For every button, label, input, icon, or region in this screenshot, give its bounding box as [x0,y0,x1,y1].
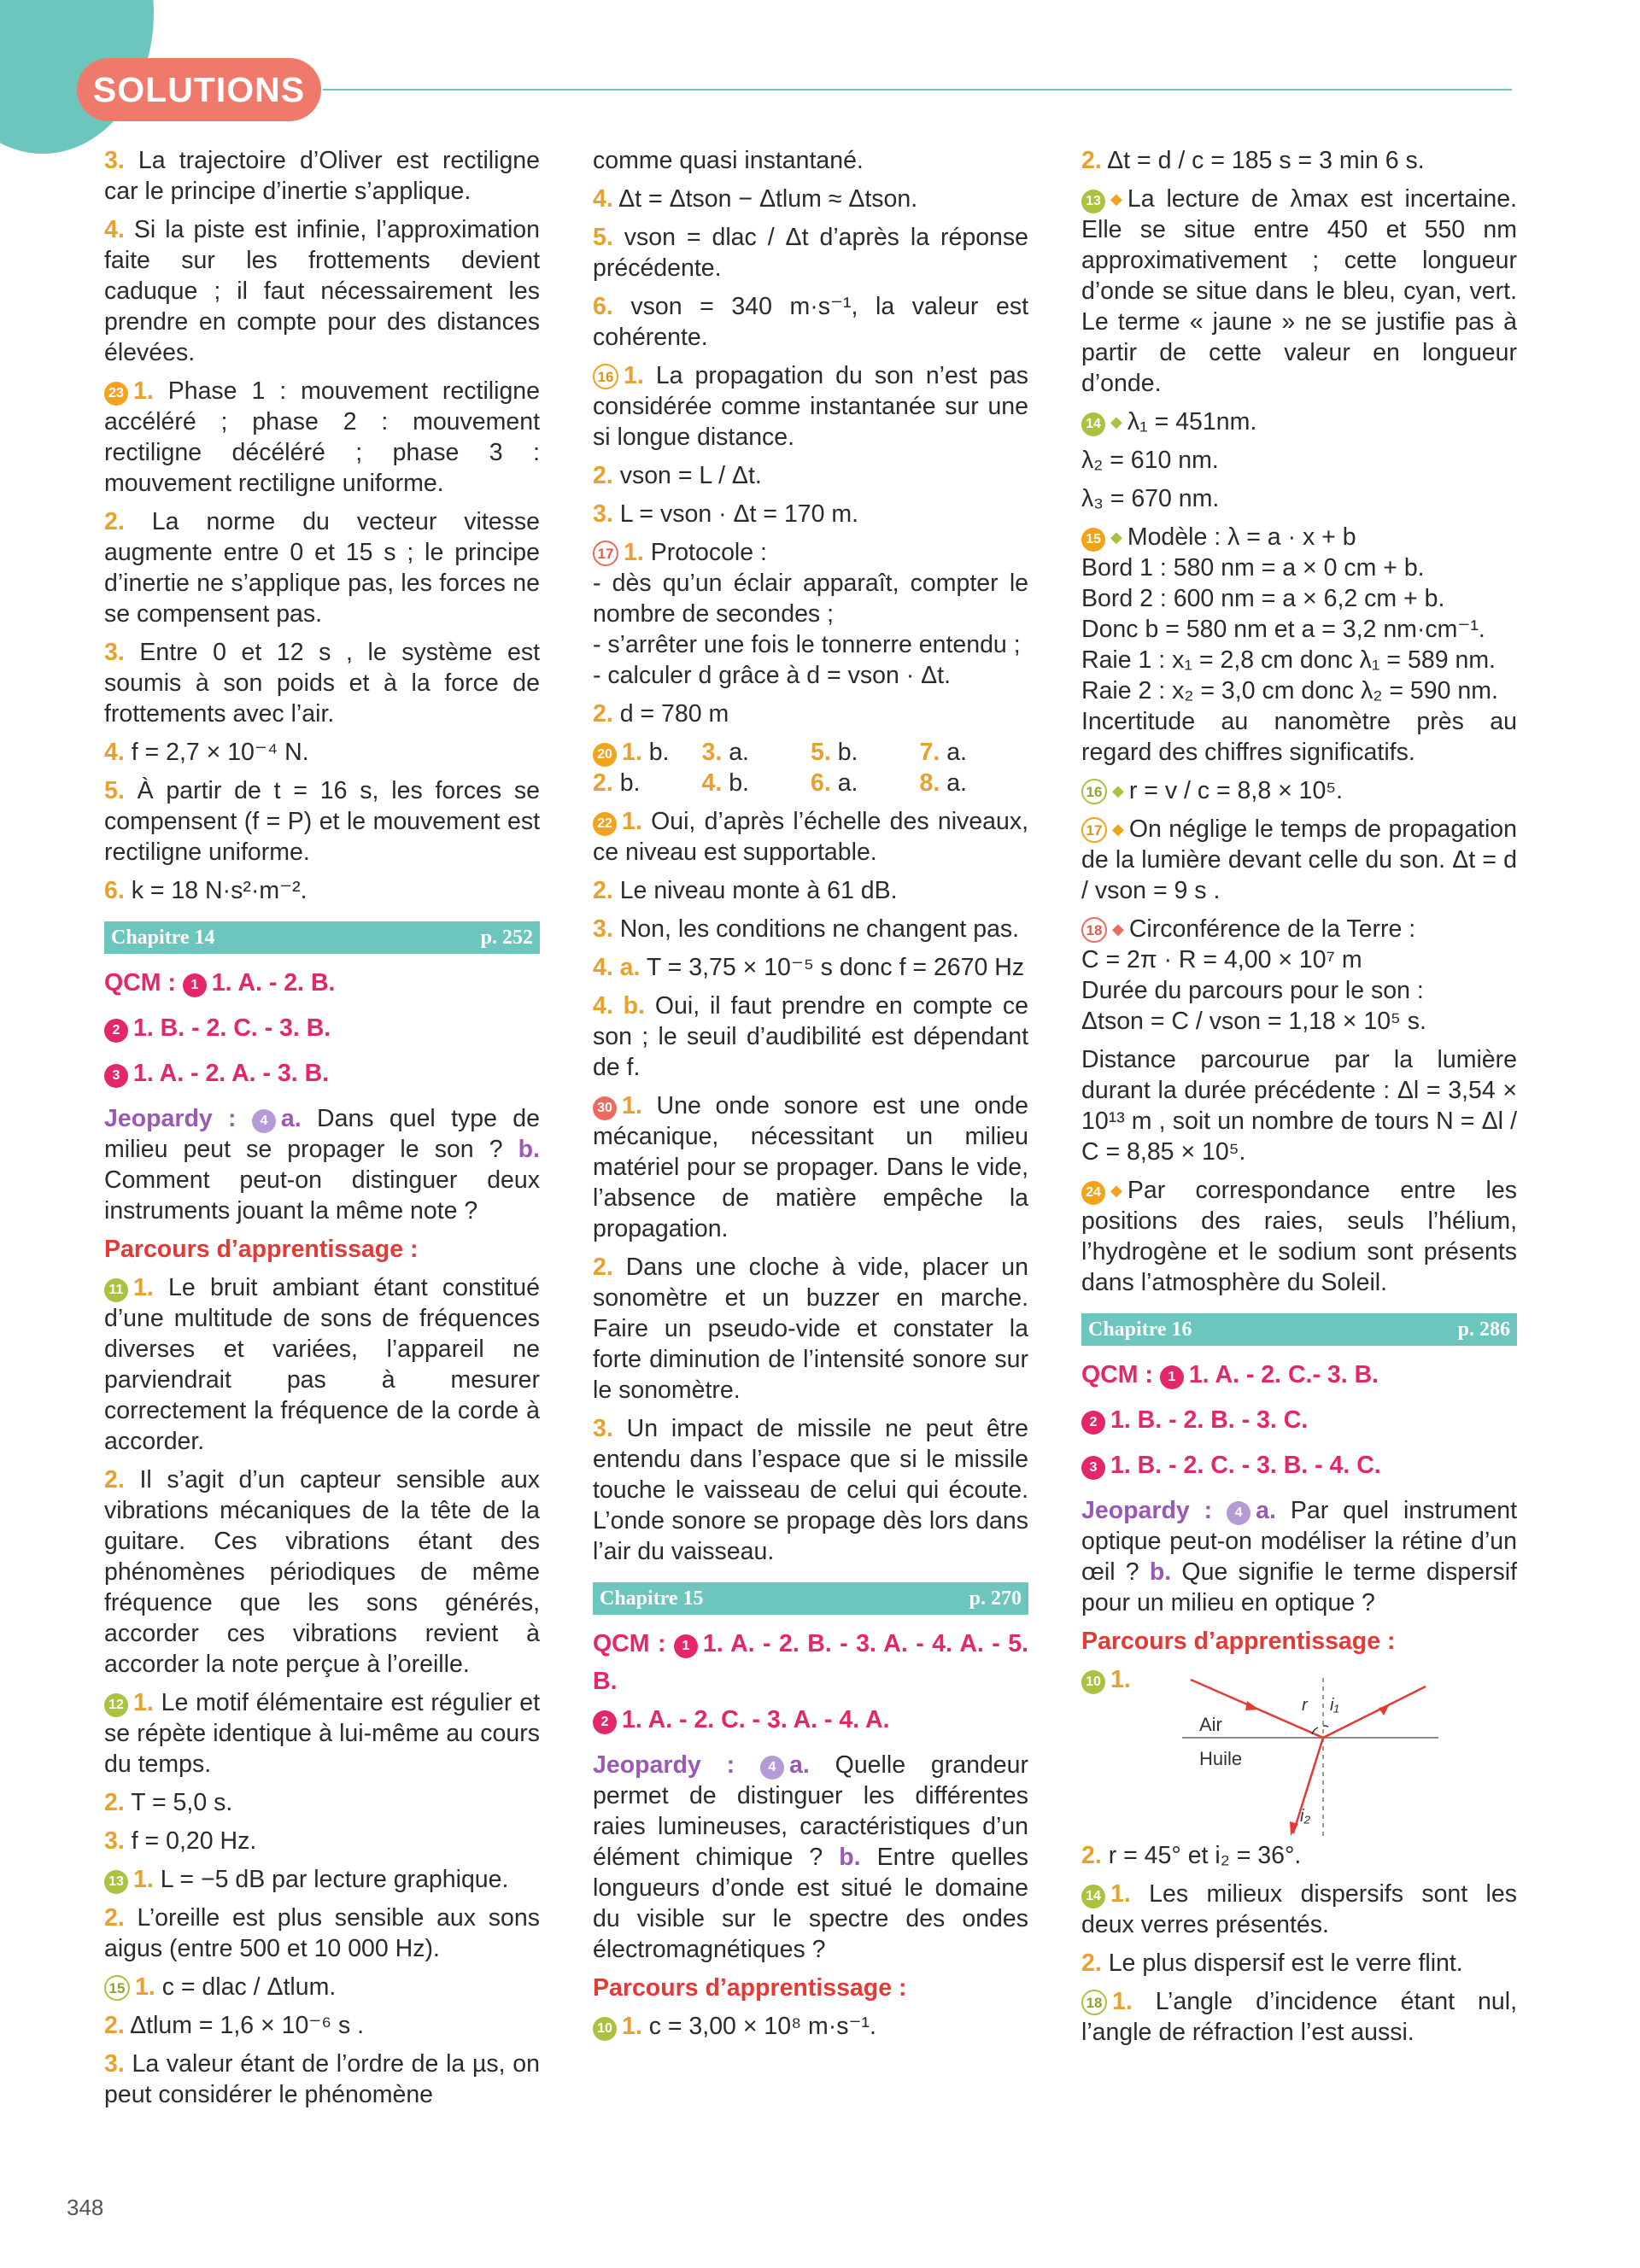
qcm-line: QCM : 1 1. A. - 2. B. [104,969,336,997]
exercise-badge: 30 [593,1096,617,1120]
i1-label: i₁ [1329,1696,1339,1715]
column-3 [1081,145,1517,2055]
answer: Raie 1 : x₁ = 2,8 cm donc λ₁ = 589 nm. [1081,646,1496,674]
answer: 17 1. Protocole : [593,537,1028,568]
answer: 2. Le niveau monte à 61 dB. [593,877,898,904]
diamond-icon: ◆ [1112,921,1124,938]
answer: 23 1. Phase 1 : mouvement rectiligne accéléré ; phase 2 : mouvement rectiligne décéléré ; phase 3 : mouvement rectiligne uniforme. [104,377,540,497]
exercise-badge: 13 [104,1870,128,1894]
answer: Durée du parcours pour le son : [1081,977,1424,1004]
exercise-badge: 20 [593,743,617,767]
exercise-badge: 18 [1081,1990,1107,2015]
answer: 4. f = 2,7 × 10⁻⁴ N. [104,739,309,766]
answer: λ₂ = 610 nm. [1081,447,1219,474]
answer: 2. d = 780 m [593,700,729,728]
answer: 3. Un impact de missile ne peut être entendu dans l’espace que si le missile touche le vaisseau de celui qui écoute. L’onde sonore se propage dès lors dans l’air du vaisseau. [593,1415,1028,1565]
exercise-badge: 13 [1081,190,1105,213]
qcm-badge: 2 [1081,1411,1105,1435]
jeopardy: Jeopardy : 4 a. Dans quel type de milieu peut se propager le son ? b. Comment peut-on distinguer deux instruments jouant la même note ? [104,1105,540,1225]
column-1 [104,145,540,2118]
answer: Distance parcourue par la lumière durant la durée précédente : Δl = 3,54 × 10¹³ m , soit un nombre de tours N = Δl / C = 8,85 × 10⁵. [1081,1046,1517,1166]
diamond-icon: ◆ [1110,1182,1122,1199]
reflected-arrow [1379,1705,1389,1716]
diamond-icon: ◆ [1110,413,1122,430]
exercise-badge: 10 [593,2017,617,2041]
qcm-line: QCM : 1 1. A. - 2. C.- 3. B. [1081,1361,1379,1388]
q20-cell: 3. a. [701,739,749,766]
answer: 15 1. c = dlac / Δtlum. [104,1972,540,2002]
answer: 6. vson = 340 m·s⁻¹, la valeur est cohérente. [593,293,1029,351]
answer: 16 1. La propagation du son n’est pas considérée comme instantanée sur une si longue distance. [593,362,1028,451]
parcours-heading: Parcours d’apprentissage : [1081,1628,1396,1655]
answer: 11 1. Le bruit ambiant étant constitué d’une multitude de sons de fréquences diverses et variées, l’appareil ne parviendrait pas à mesurer correctement la fréquence de la corde à accorder. [104,1274,540,1455]
header-rule [323,89,1512,91]
answer: 4. a. T = 3,75 × 10⁻⁵ s donc f = 2670 Hz [593,954,1025,981]
exercise-badge: 24 [1081,1181,1105,1205]
qcm-badge: 1 [1160,1365,1184,1389]
diamond-icon: ◆ [1112,782,1124,799]
answer: 30 1. Une onde sonore est une onde mécanique, nécessitant un milieu matériel pour se propager. Dans le vide, l’absence de matière empêche la propagation. [593,1092,1029,1242]
q20-cell: 2. b. [593,769,641,797]
answer: 3. La trajectoire d’Oliver est rectiligne car le principe d’inertie s’applique. [104,147,540,205]
column-2 [593,145,1028,2049]
r-label: r [1301,1696,1308,1715]
exercise-badge: 10 [1081,1670,1105,1694]
huile-label: Huile [1198,1748,1242,1769]
q20-cell: 5. b. [811,739,858,766]
answer: 2. Il s’agit d’un capteur sensible aux vibrations mécaniques de la tête de la guitare. Ces vibrations étant des phénomènes périodiques de même fréquence que les sons générés, accorder ces vibrations revient à accorder la note perçue à l’oreille. [104,1466,540,1678]
exercise-badge: 15 [104,1975,130,2001]
exercise-badge: 11 [104,1278,128,1302]
chapter-14-header: Chapitre 14 p. 252 [104,921,540,954]
answer: 13 1. L = −5 dB par lecture graphique. [104,1864,540,1895]
parcours-heading: Parcours d’apprentissage : [104,1236,419,1263]
exercise-badge: 14 [1081,412,1105,436]
exercise-badge: 17 [1081,817,1107,843]
qcm-line: 2 1. B. - 2. C. - 3. B. [104,1013,540,1050]
answer: 18 1. L’angle d’incidence étant nul, l’angle de réfraction l’est aussi. [1081,1988,1517,2046]
answer: 17 ◆ On néglige le temps de propagation de la lumière devant celle du son. Δt = d / vson = 9 s . [1081,815,1517,904]
exercise-badge: 23 [104,382,128,406]
answer: 2. r = 45° et i₂ = 36°. [1081,1842,1302,1869]
answer: 15 ◆ Modèle : λ = a · x + b [1081,522,1517,552]
answer: 14 1. Les milieux dispersifs sont les deux verres présentés. [1081,1880,1517,1938]
answer: 12 1. Le motif élémentaire est régulier et se répète identique à lui-même au cours du temps. [104,1689,540,1778]
answer: 13 ◆ La lecture de λmax est incertaine. Elle se situe entre 450 et 550 nm approximativement ; cette longueur d’onde se situe dans le bleu, cyan, vert. Le terme « jaune » ne se justifie pas à partir de cette valeur en longueur d’onde. [1081,185,1517,397]
parcours-heading: Parcours d’apprentissage : [593,1974,907,2002]
answer: 4. b. Oui, il faut prendre en compte ce son ; le seuil d’audibilité est dépendant de f. [593,992,1028,1081]
answer: Incertitude au nanomètre près au regard des chiffres significatifs. [1081,708,1517,766]
answer: Donc b = 580 nm et a = 3,2 nm·cm⁻¹. [1081,616,1485,643]
answer: - calculer d grâce à d = vson · Δt. [593,662,952,689]
exercise-badge: 16 [593,364,618,389]
answer: 24 ◆ Par correspondance entre les positions des raies, seuls l’hélium, l’hydrogène et le sodium sont présents dans l’atmosphère du Soleil. [1081,1177,1517,1296]
diamond-icon: ◆ [1110,529,1122,546]
qcm-line: QCM : 1 1. A. - 2. B. - 3. A. - 4. A. - 5. B. [593,1630,1028,1695]
qcm-badge: 3 [1081,1456,1105,1480]
answer: comme quasi instantané. [593,147,864,174]
answer: 2. T = 5,0 s. [104,1789,233,1816]
qcm-line: 2 1. A. - 2. C. - 3. A. - 4. A. [593,1704,1028,1742]
q20-cell: 20 1. b. [593,737,702,768]
answer: C = 2π · R = 4,00 × 10⁷ m [1081,946,1362,973]
answer: 3. La valeur étant de l’ordre de la µs, on peut considérer le phénomène [104,2050,540,2108]
qcm-badge: 2 [593,1710,617,1734]
answer: 2. vson = L / Δt. [593,462,762,489]
jeopardy-badge: 4 [1227,1501,1250,1525]
answer: 2. La norme du vecteur vitesse augmente entre 0 et 15 s ; le principe d’inertie ne s’applique pas, les forces ne se compensent pas. [104,508,540,628]
answer: 5. vson = dlac / Δt d’après la réponse précédente. [593,224,1029,282]
refracted-arrow [1290,1821,1298,1836]
qcm-badge: 1 [674,1634,698,1658]
exercise-badge: 15 [1081,528,1105,552]
jeopardy: Jeopardy : 4 a. Par quel instrument optique peut-on modéliser la rétine d’un œil ? b. Que signifie le terme dispersif pour un milieu en optique ? [1081,1497,1518,1616]
qcm-badge: 1 [183,973,207,997]
exercise-badge: 16 [1081,779,1107,804]
exercise-badge: 18 [1081,917,1107,943]
answer: 3. Entre 0 et 12 s , le système est soumis à son poids et à la force de frottements avec l’air. [104,639,540,728]
refraction-diagram [1165,1669,1447,1840]
q20-cell: 8. a. [919,769,967,797]
answer: Δtson = C / vson = 1,18 × 10⁵ s. [1081,1008,1426,1035]
exercise-badge: 17 [593,541,618,566]
answer: 22 1. Oui, d’après l’échelle des niveaux, ce niveau est supportable. [593,808,1028,866]
q20-cell: 6. a. [811,769,858,797]
air-label: Air [1198,1714,1222,1735]
qcm-line: 3 1. A. - 2. A. - 3. B. [104,1058,540,1096]
jeopardy-badge: 4 [760,1756,784,1780]
answer: 6. k = 18 N·s²·m⁻². [104,877,308,904]
answer: - s’arrêter une fois le tonnerre entendu ; [593,631,1021,658]
answer: 2. Le plus dispersif est le verre flint. [1081,1949,1463,1977]
q20-cell: 4. b. [701,769,749,797]
answer: 2. L’oreille est plus sensible aux sons aigus (entre 500 et 10 000 Hz). [104,1904,540,1962]
answer: 2. Dans une cloche à vide, placer un sonomètre et un buzzer en marche. Faire un pseudo-vide et constater la forte diminution de l’intensité sonore sur le sonomètre. [593,1254,1029,1404]
answer: 5. À partir de t = 16 s, les forces se compensent (f = P) et le mouvement est rectiligne uniforme. [104,777,541,866]
jeopardy-badge: 4 [252,1109,276,1133]
answer: Bord 2 : 600 nm = a × 6,2 cm + b. [1081,585,1445,612]
exercise-badge: 14 [1081,1885,1105,1909]
answer: 2. Δt = d / c = 185 s = 3 min 6 s. [1081,147,1425,174]
angle-arc-i1 [1323,1726,1328,1727]
incident-arrow [1245,1701,1259,1710]
chapter-15-header: Chapitre 15 p. 270 [593,1582,1028,1615]
answer: 10 1. c = 3,00 × 10⁸ m·s⁻¹. [593,2011,1028,2042]
answer: 4. Δt = Δtson − Δtlum ≈ Δtson. [593,185,918,213]
answer: - dès qu’un éclair apparaît, compter le nombre de secondes ; [593,570,1028,628]
qcm-badge: 3 [104,1064,128,1088]
chapter-16-header: Chapitre 16 p. 286 [1081,1313,1517,1346]
exercise-badge: 12 [104,1693,128,1717]
answer: 4. Si la piste est infinie, l’approximation faite sur les frottements devient caduque ; il faut nécessairement les prendre en compte pour des distances élevées. [104,216,540,366]
answer: Raie 2 : x₂ = 3,0 cm donc λ₂ = 590 nm. [1081,677,1498,704]
exercise-badge: 22 [593,812,617,836]
answer: 14 ◆ λ₁ = 451nm. [1081,406,1517,437]
answer: 3. f = 0,20 Hz. [104,1827,257,1855]
answer: Bord 1 : 580 nm = a × 0 cm + b. [1081,554,1425,582]
diamond-icon: ◆ [1112,821,1124,838]
answer: 18 ◆ Circonférence de la Terre : [1081,914,1517,944]
q20-cell: 7. a. [919,739,967,766]
q20-answers [593,737,1028,798]
page-title: SOLUTIONS [77,58,321,121]
answer: 3. Non, les conditions ne changent pas. [593,915,1020,943]
answer: λ₃ = 670 nm. [1081,485,1220,512]
qcm-line: 3 1. B. - 2. C. - 3. B. - 4. C. [1081,1450,1517,1488]
answer-label: 10 1. [1081,1664,1131,1695]
answer: 16 ◆ r = v / c = 8,8 × 10⁵. [1081,775,1517,806]
i2-label: i₂ [1299,1807,1310,1826]
qcm-badge: 2 [104,1019,128,1043]
refraction-answer [1081,1664,1517,1840]
answer: 2. Δtlum = 1,6 × 10⁻⁶ s . [104,2012,365,2039]
diamond-icon: ◆ [1110,190,1122,208]
answer: 3. L = vson · Δt = 170 m. [593,500,859,528]
qcm-line: 2 1. B. - 2. B. - 3. C. [1081,1405,1517,1442]
jeopardy: Jeopardy : 4 a. Quelle grandeur permet de distinguer les différentes raies lumineuses, caractéristiques d’un élément chimique ? b. Entre quelles longueurs d’onde est situé le domaine du visible sur le spectre des ondes électromagnétiques ? [593,1751,1029,1963]
page-number: 348 [67,2195,104,2220]
